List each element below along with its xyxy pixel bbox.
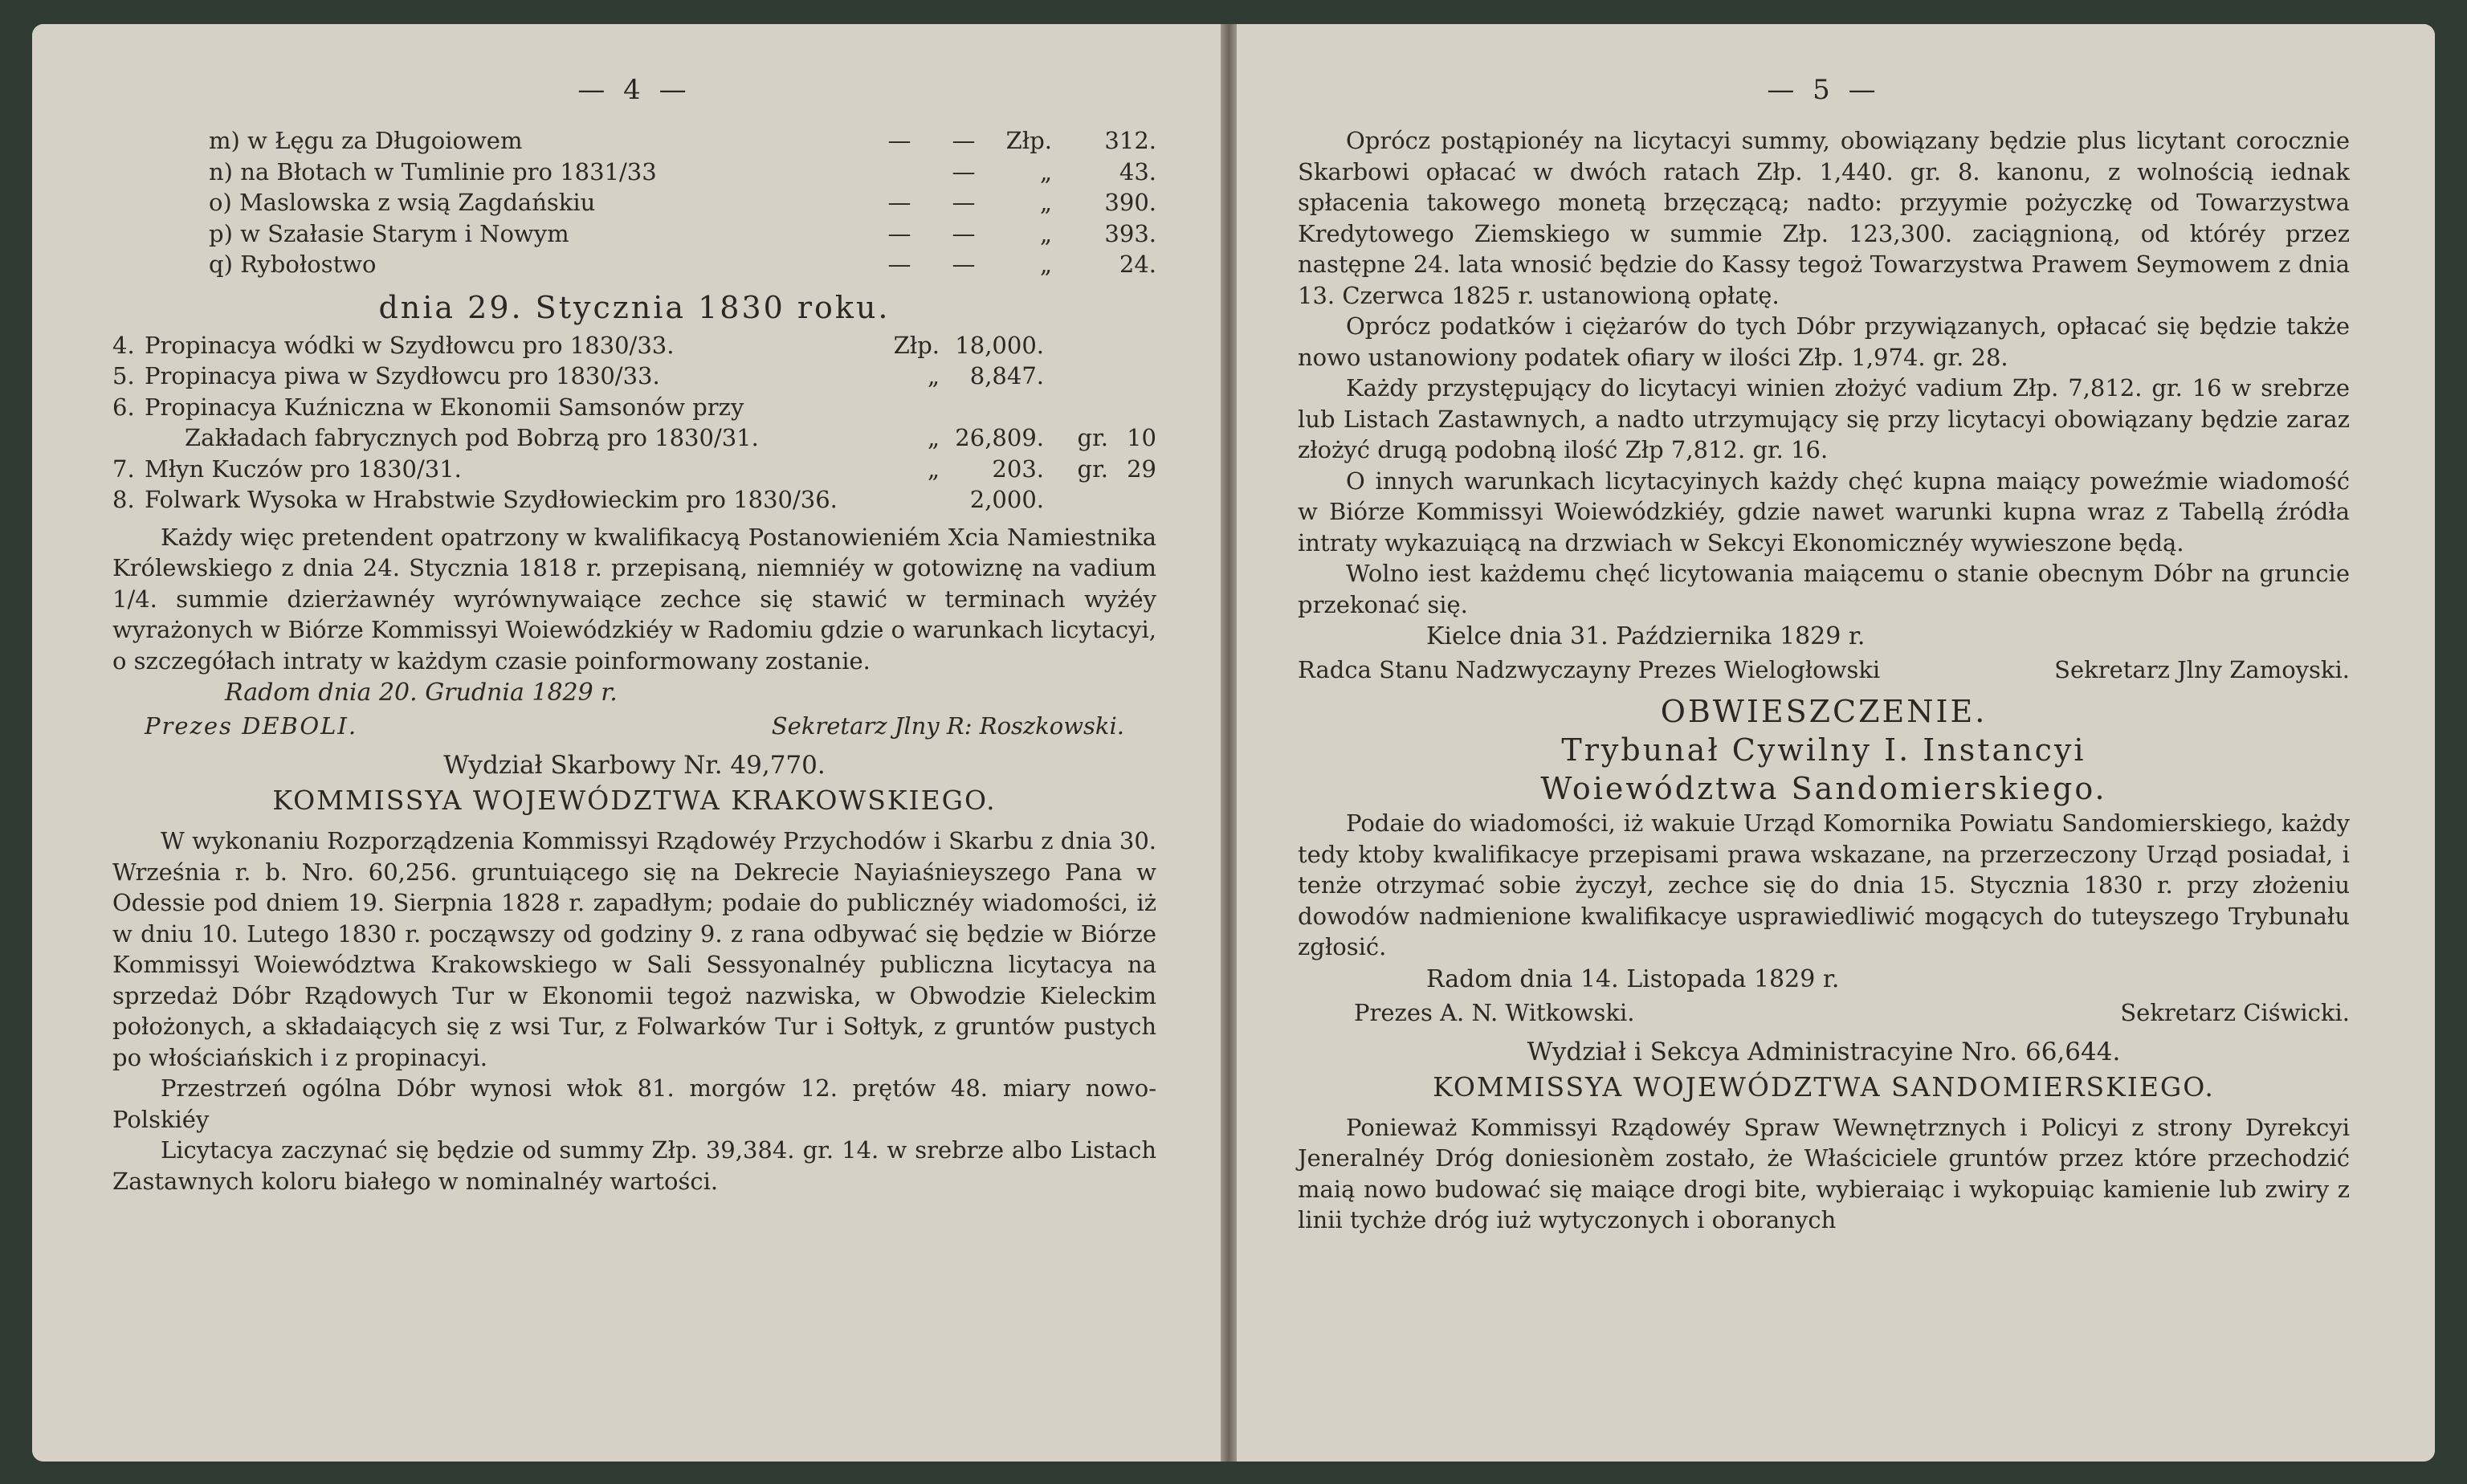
- paragraph: Oprócz podatków i ciężarów do tych Dóbr przywiązanych, opłacać się będzie także nowo ustanowiony podatek ofiary w ilości Złp. 1,974. gr. 28.: [1298, 312, 2350, 371]
- notice-paragraph: Każdy więc pretendent opatrzony w kwalifikacyą Postanowieniém Xcia Namiestnika Królewskiego z dnia 24. Stycznia 1818 r. przepisaną, niemniéy w gotowiznę na vadium 1/4. summie dzierżawnéy wyrównywaiące zechce się stawić w terminach wyżéy wyrażonych w Biórze Kommissyi Woiewódzkiéy w Radomiu gdzie o warunkach licytacyi, o szczegółach intraty w każdym czasie poinformowany zostanie.: [112, 523, 1156, 675]
- list-item: 8. Folwark Wysoka w Hrabstwie Szydłowieckim pro 1830/36. 2,000.: [112, 486, 1044, 513]
- signature-right: Sekretarz Ciświcki.: [2120, 998, 2350, 1026]
- date-heading: dnia 29. Stycznia 1830 roku.: [378, 289, 891, 325]
- list-item: 7. Młyn Kuczów pro 1830/31. „ 203. gr. 29: [112, 455, 1156, 483]
- voivodeship-heading: Woiewództwa Sandomierskiego.: [1540, 771, 2107, 806]
- list-item: 5. Propinacya piwa w Szydłowcu pro 1830/33. „ 8,847.: [112, 362, 1044, 389]
- paragraph: Każdy przystępujący do licytacyi winien złożyć vadium Złp. 7,812. gr. 16 w srebrze lub Listach Zastawnych, a nadto utrzymujący się przy licytacyi obowiązany będzie zaraz złożyć drugą podobną ilość Złp 7,812. gr. 16.: [1298, 374, 2350, 463]
- list-item: n) na Błotach w Tumlinie pro 1831/33 — „ 43.: [209, 157, 1156, 186]
- paragraph: W wykonaniu Rozporządzenia Kommissyi Rządowéy Przychodów i Skarbu z dnia 30. Września r. b. Nro. 60,256. gruntuiącego się na Dekrecie Nayiaśnieyszego Pana w Odessie pod dniem 19. Sierpnia 1828 r. zapadłym; podaie do publicznéy wiadomości, iż w dniu 10. Lutego 1830 r. począwszy od godziny 9. z rana odbywać się będzie w Biórze Kommissyi Woiewództwa Krakowskiego w Sali Sessyonalnéy publiczna licytacya na sprzedaż Dóbr Rządowych Tur w Ekonomii tegoż nazwiska, w Obwodzie Kieleckim położonych, a składaiących się z wsi Tur, z Folwarków Tur i Sołtyk, z gruntów pustych po włościańskich i z propinacyi.: [112, 827, 1156, 1071]
- paragraph: Wolno iest każdemu chęć licytowania maiącemu o stanie obecnym Dóbr na gruncie przekonać się.: [1298, 560, 2350, 618]
- section-heading: KOMMISSYA WOJEWÓDZTWA KRAKOWSKIEGO.: [272, 785, 997, 816]
- list-item: o) Maslowska z wsią Zagdańskiu — — „ 390.: [209, 189, 1156, 216]
- lots-list: [112, 125, 1156, 280]
- paragraph: Przestrzeń ogólna Dóbr wynosi włok 81. morgów 12. prętów 48. miary nowo-Polskiéy: [112, 1074, 1156, 1133]
- list-item: 4. Propinacya wódki w Szydłowcu pro 1830/33. Złp. 18,000.: [112, 331, 1044, 359]
- department-line: Wydział i Sekcya Administracyine Nro. 66,644.: [1527, 1037, 2121, 1066]
- signature-left: Prezes A. N. Witkowski.: [1354, 998, 1635, 1026]
- department-line: Wydział Skarbowy Nr. 49,770.: [443, 751, 826, 780]
- page-left: [32, 24, 1221, 1462]
- paragraph: Oprócz postąpionéy na licytacyi summy, obowiązany będzie plus licytant corocznie Skarbowi opłacać w dwóch ratach Złp. 1,440. gr. 8. kanonu, z wolnością iednak spłacenia takowego monetą brzęczącą; nadto: przyymie pożyczkę od Towarzystwa Kredytowego Ziemskiego w summie Złp. 123,300. zaciągnioną, od któréy przez następne 24. lata wnosić będzie do Kassy tegoż Towarzystwa Prawem Seymowem z dnia 13. Czerwca 1825 r. ustanowioną opłatę.: [1298, 127, 2350, 309]
- signature-left: Radca Stanu Nadzwyczayny Prezes Wielogłowski: [1298, 656, 1881, 683]
- list-item: p) w Szałasie Starym i Nowym — — „ 393.: [209, 219, 1156, 247]
- place-date: Kielce dnia 31. Października 1829 r.: [1426, 622, 1866, 650]
- place-date: Radom dnia 20. Grudnia 1829 r.: [225, 679, 618, 707]
- section-heading: KOMMISSYA WOJEWÓDZTWA SANDOMIERSKIEGO.: [1433, 1070, 2215, 1103]
- court-heading: Trybunał Cywilny I. Instancyi: [1561, 732, 2086, 768]
- signature-line: [1298, 654, 2350, 686]
- paragraph: Ponieważ Kommissyi Rządowéy Spraw Wewnętrznych i Policyi z strony Dyrekcyi Jeneralnéy Dróg doniesionèm zostało, że Właściciele gruntów przez które przechodzić maią nowo budować się maiące drogi bite, wybieraiąc i wykopuiąc kamienie lub zwiry z linii tychże dróg iuż wytyczonych i oboranych: [1298, 1113, 2350, 1233]
- place-date: Radom dnia 14. Listopada 1829 r.: [1426, 964, 1840, 993]
- page-number: — 4 —: [577, 74, 691, 106]
- signature-right: Sekretarz Jlny Zamoyski.: [2054, 656, 2350, 683]
- page-right: [1237, 24, 2435, 1462]
- notice-heading: OBWIESZCZENIE.: [1660, 694, 1988, 729]
- signature-line: [1298, 997, 2350, 1029]
- document-spread: [32, 24, 2435, 1462]
- signature-right: Sekretarz Jlny R: Roszkowski.: [771, 712, 1124, 740]
- page-number: — 5 —: [1767, 74, 1881, 106]
- page-left-content: [112, 74, 1156, 1197]
- page-right-content: [1298, 74, 2350, 1236]
- paragraph: Podaie do wiadomości, iż wakuie Urząd Komornika Powiatu Sandomierskiego, każdy tedy ktoby kwalifikacye przepisami prawa wskazane, na przerzeczony Urząd posiadał, i tenże otrzymać sobie życzył, zechce się do dnia 15. Stycznia 1830 r. przy złożeniu dowodów nadmienione kwalifikacye usprawiedliwić mogących do tuteyszego Trybunału zgłosić.: [1298, 809, 2350, 960]
- paragraph: O innych warunkach licytacyinych każdy chęć kupna maiący poweźmie wiadomość w Biórze Kommissyi Woiewódzkiéy, gdzie nawet warunki kupna wraz z Tabellą źródła intraty wykazuiącą na drzwiach w Sekcyi Ekonomicznéy wywieszone będą.: [1298, 467, 2350, 556]
- book-gutter: [1221, 24, 1237, 1462]
- list-item: q) Rybołostwo — — „ 24.: [209, 251, 1156, 278]
- signature-left: Prezes DEBOLI.: [145, 712, 358, 740]
- list-item: 6. Propinacya Kuźniczna w Ekonomii Samsonów przy: [112, 393, 744, 421]
- list-item: Zakładach fabrycznych pod Bobrzą pro 1830/31. „ 26,809. gr. 10: [185, 424, 1156, 451]
- signature-line: [112, 710, 1156, 742]
- items-list: [112, 330, 1156, 516]
- list-item: m) w Łęgu za Długoiowem — — Złp. 312.: [209, 127, 1156, 154]
- paragraph: Licytacya zaczynać się będzie od summy Złp. 39,384. gr. 14. w srebrze albo Listach Zastawnych koloru białego w nominalnéy wartości.: [112, 1136, 1156, 1195]
